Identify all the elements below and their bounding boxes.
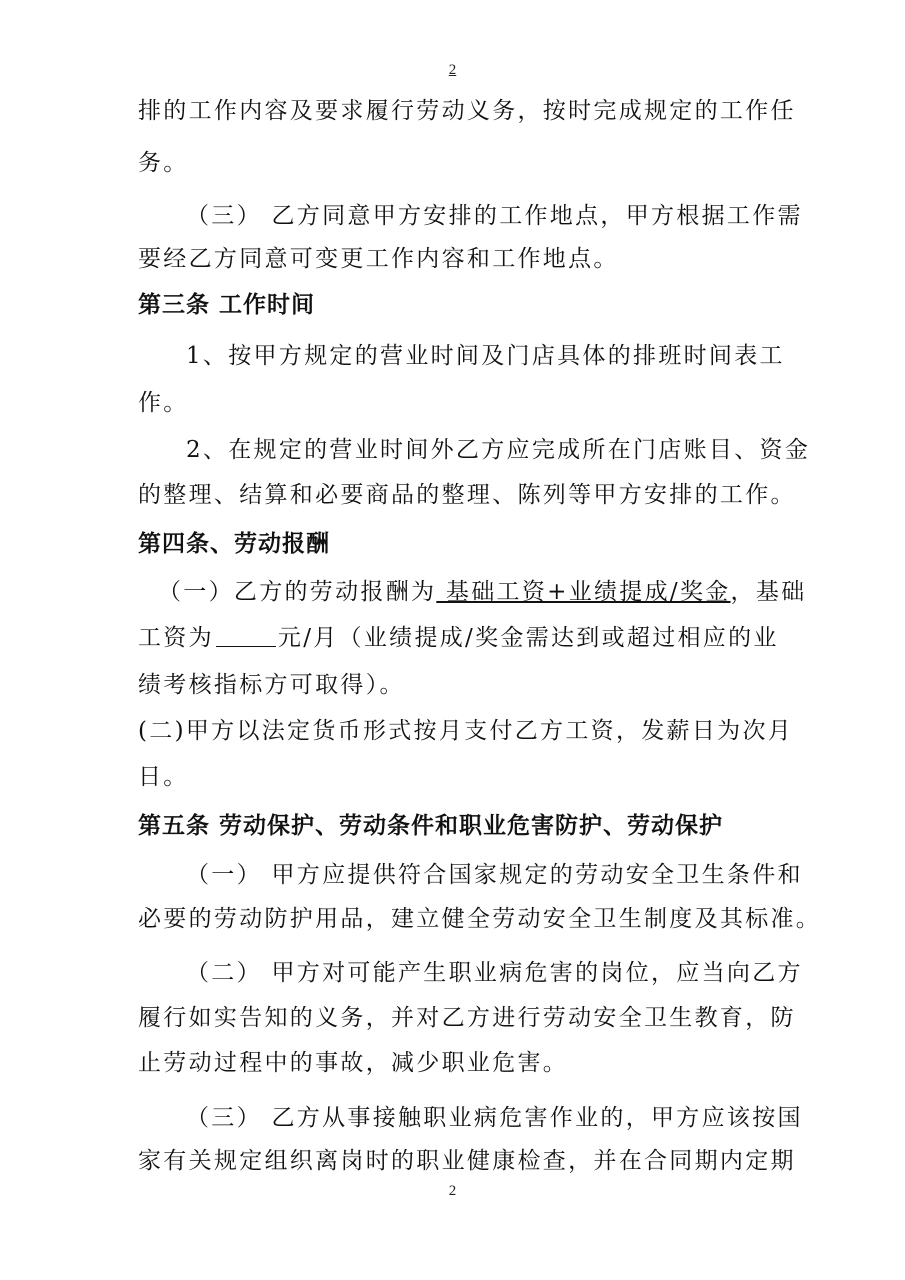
blank-fill-line [216,626,276,647]
paragraph-line: （三） 乙方从事接触职业病危害作业的，甲方应该按国 [186,1105,803,1131]
paragraph-line: 要经乙方同意可变更工作内容和工作地点。 [138,246,619,272]
line-text: ，基础 [730,579,807,605]
paragraph-line: （三） 乙方同意甲方安排的工作地点，甲方根据工作需 [186,203,803,229]
underlined-salary-text: 基础工资+业绩提成/奖金 [436,579,731,605]
section-heading: 第三条 工作时间 [138,291,316,318]
paragraph-line: 日。 [138,764,189,790]
paragraph-line: 的整理、结算和必要商品的整理、陈列等甲方安排的工作。 [138,482,796,508]
line-text: （一）乙方的劳动报酬为 [158,579,437,605]
paragraph-line: (二)甲方以法定货币形式按月支付乙方工资，发薪日为次月 [138,718,794,744]
paragraph-line: 履行如实告知的义务，并对乙方进行劳动安全卫生教育，防 [138,1005,796,1031]
line-text: 工资为 [138,625,214,651]
section-heading: 第四条、劳动报酬 [138,530,330,557]
paragraph-line: 绩考核指标方可取得）。 [138,672,405,698]
paragraph-line: 必要的劳动防护用品，建立健全劳动安全卫生制度及其标准。 [138,906,822,932]
paragraph-line: 排的工作内容及要求履行劳动义务，按时完成规定的工作任 [138,98,796,124]
section-heading: 第五条 劳动保护、劳动条件和职业危害防护、劳动保护 [138,812,724,839]
paragraph-line: （一） 甲方应提供符合国家规定的劳动安全卫生条件和 [186,862,803,888]
line-text: 元/月（业绩提成/奖金需达到或超过相应的业 [277,625,779,651]
paragraph-line: 2、在规定的营业时间外乙方应完成所在门店账目、资金 [186,437,811,463]
paragraph-line: （二） 甲方对可能产生职业病危害的岗位，应当向乙方 [186,960,803,986]
paragraph-line: 作。 [138,390,189,416]
paragraph-line [158,577,806,607]
page-number-bottom: 2 [448,1183,457,1199]
paragraph-line: 止劳动过程中的事故，减少职业危害。 [138,1050,569,1076]
paragraph-line [138,623,779,653]
paragraph-line: 家有关规定组织离岗时的职业健康检查，并在合同期内定期 [138,1148,796,1174]
page-number-top: 2 [448,62,457,78]
paragraph-line: 务。 [138,150,189,176]
paragraph-line: 1、按甲方规定的营业时间及门店具体的排班时间表工 [186,343,785,369]
